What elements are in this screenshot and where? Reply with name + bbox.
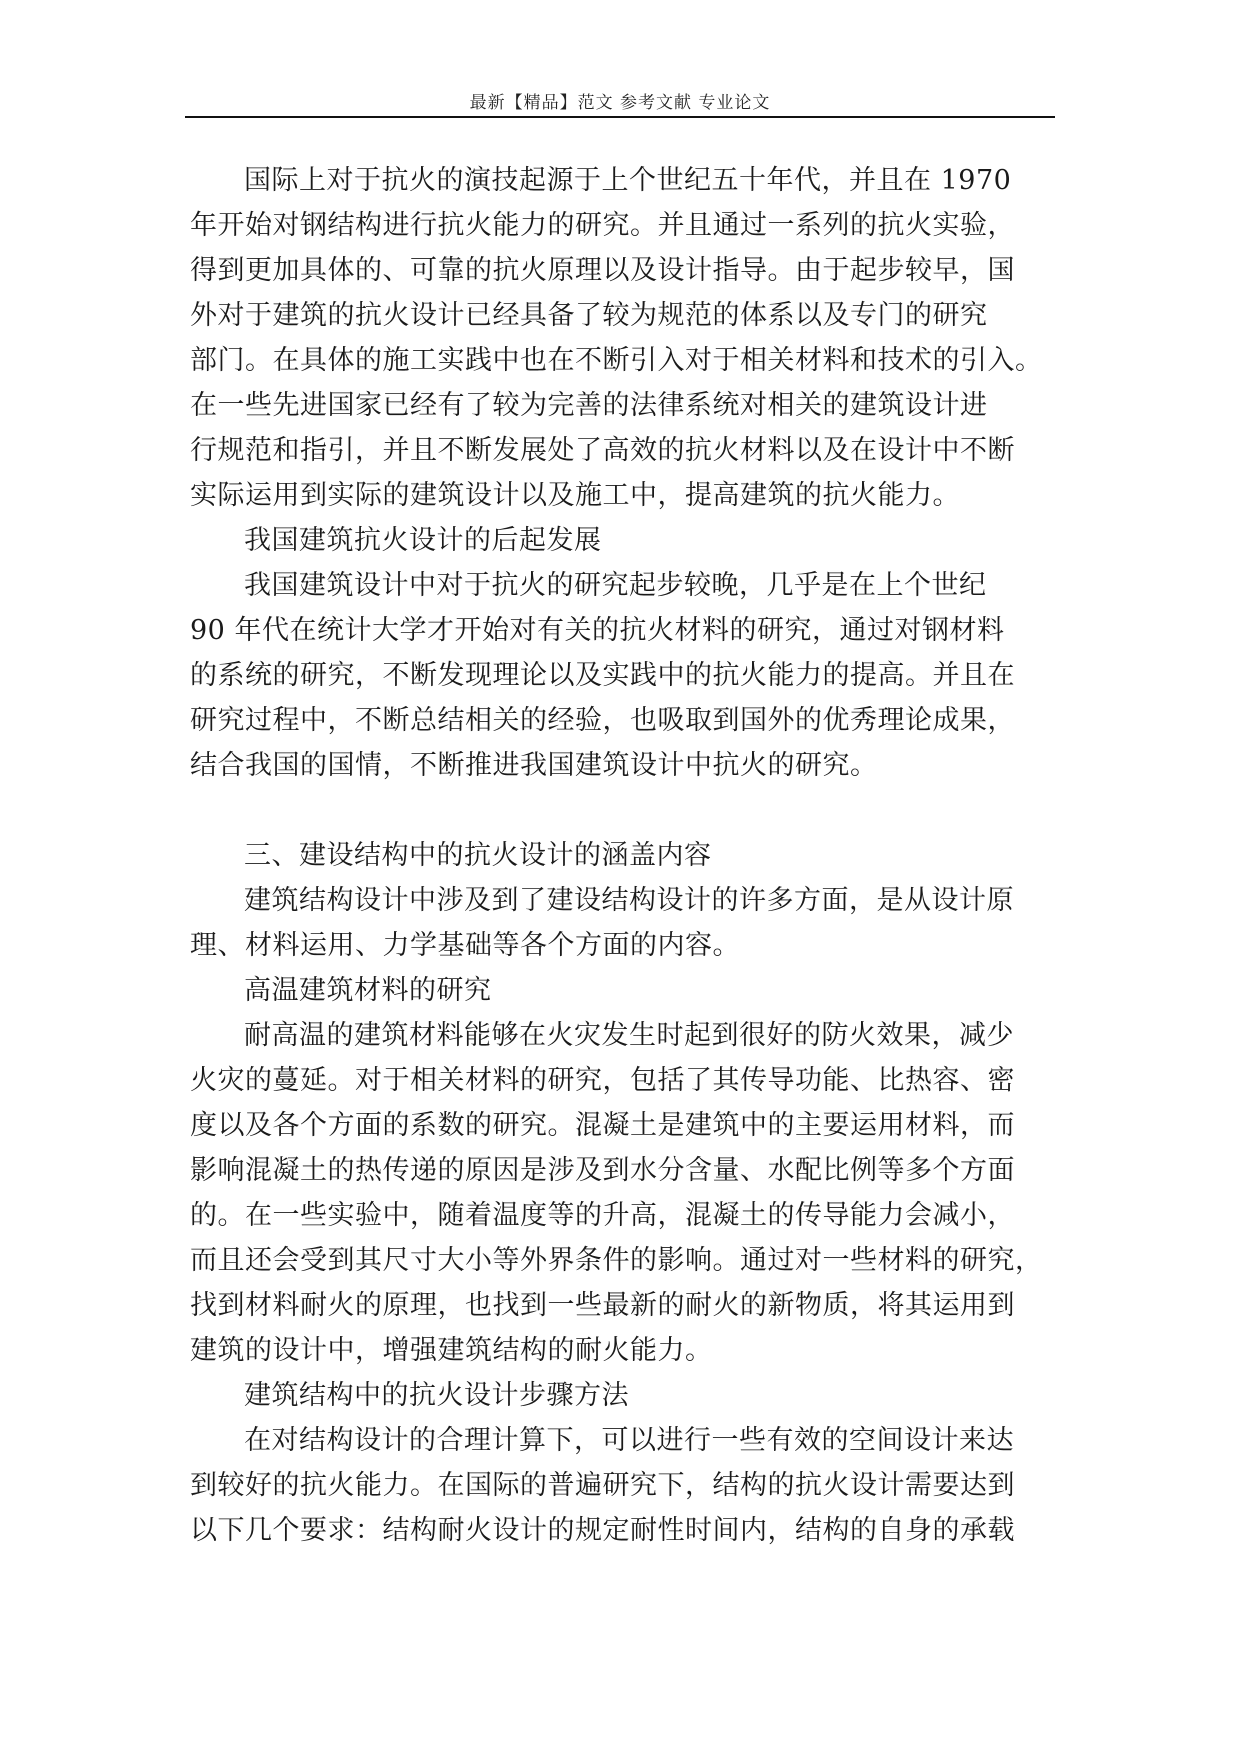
paragraph-line: 在一些先进国家已经有了较为完善的法律系统对相关的建筑设计进 [190, 390, 988, 421]
heading-line: 高温建筑材料的研究 [244, 975, 492, 1006]
paragraph-line: 结合我国的国情，不断推进我国建筑设计中抗火的研究。 [190, 750, 878, 781]
document-body [190, 158, 1055, 1553]
paragraph-line: 建筑的设计中，增强建筑结构的耐火能力。 [190, 1335, 713, 1366]
paragraph-line: 影响混凝土的热传递的原因是涉及到水分含量、水配比例等多个方面 [190, 1155, 1015, 1186]
paragraph-line: 火灾的蔓延。对于相关材料的研究，包括了其传导功能、比热容、密 [190, 1065, 1015, 1096]
blank-spacer [190, 788, 1055, 833]
paragraph-line: 部门。在具体的施工实践中也在不断引入对于相关材料和技术的引入。 [190, 345, 1043, 376]
paragraph-line: 到较好的抗火能力。在国际的普遍研究下，结构的抗火设计需要达到 [190, 1470, 1015, 1501]
paragraph-line: 实际运用到实际的建筑设计以及施工中，提高建筑的抗火能力。 [190, 480, 960, 511]
heading-line: 建筑结构中的抗火设计步骤方法 [244, 1380, 629, 1411]
heading-line: 三、建设结构中的抗火设计的涵盖内容 [244, 840, 712, 871]
paragraph-line: 年开始对钢结构进行抗火能力的研究。并且通过一系列的抗火实验， [190, 210, 1015, 241]
paragraph-line: 90 年代在统计大学才开始对有关的抗火材料的研究，通过对钢材料 [190, 615, 1005, 646]
paragraph-line: 国际上对于抗火的演技起源于上个世纪五十年代，并且在 1970 [244, 165, 1012, 196]
paragraph-line: 以下几个要求：结构耐火设计的规定耐性时间内，结构的自身的承载 [190, 1515, 1015, 1546]
section-heading-materials [190, 968, 1055, 1013]
paragraph-line: 耐高温的建筑材料能够在火灾发生时起到很好的防火效果，减少 [244, 1020, 1014, 1051]
paragraph-line: 的系统的研究，不断发现理论以及实践中的抗火能力的提高。并且在 [190, 660, 1015, 691]
paragraph-line: 建筑结构设计中涉及到了建设结构设计的许多方面，是从设计原 [244, 885, 1014, 916]
page-header: 最新【精品】范文 参考文献 专业论文 [469, 93, 771, 113]
paragraph-line: 理、材料运用、力学基础等各个方面的内容。 [190, 930, 740, 961]
paragraph-intl-research [190, 158, 1055, 518]
paragraph-line: 得到更加具体的、可靠的抗火原理以及设计指导。由于起步较早，国 [190, 255, 1015, 286]
paragraph-domestic-research [190, 563, 1055, 788]
header-divider [185, 116, 1055, 118]
paragraph-line: 的。在一些实验中，随着温度等的升高，混凝土的传导能力会减小， [190, 1200, 1015, 1231]
paragraph-line: 在对结构设计的合理计算下，可以进行一些有效的空间设计来达 [244, 1425, 1014, 1456]
paragraph-line: 度以及各个方面的系数的研究。混凝土是建筑中的主要运用材料，而 [190, 1110, 1015, 1141]
section-heading-three [190, 833, 1055, 878]
paragraph-materials [190, 1013, 1055, 1373]
section-heading-methods [190, 1373, 1055, 1418]
paragraph-methods [190, 1418, 1055, 1553]
section-heading-domestic-development [190, 518, 1055, 563]
paragraph-line: 行规范和指引，并且不断发展处了高效的抗火材料以及在设计中不断 [190, 435, 1015, 466]
paragraph-line: 找到材料耐火的原理，也找到一些最新的耐火的新物质，将其运用到 [190, 1290, 1015, 1321]
paragraph-structure-design [190, 878, 1055, 968]
heading-line: 我国建筑抗火设计的后起发展 [244, 525, 602, 556]
paragraph-line: 我国建筑设计中对于抗火的研究起步较晚，几乎是在上个世纪 [244, 570, 987, 601]
paragraph-line: 外对于建筑的抗火设计已经具备了较为规范的体系以及专门的研究 [190, 300, 988, 331]
paragraph-line: 研究过程中，不断总结相关的经验，也吸取到国外的优秀理论成果， [190, 705, 1015, 736]
paragraph-line: 而且还会受到其尺寸大小等外界条件的影响。通过对一些材料的研究， [190, 1245, 1043, 1276]
